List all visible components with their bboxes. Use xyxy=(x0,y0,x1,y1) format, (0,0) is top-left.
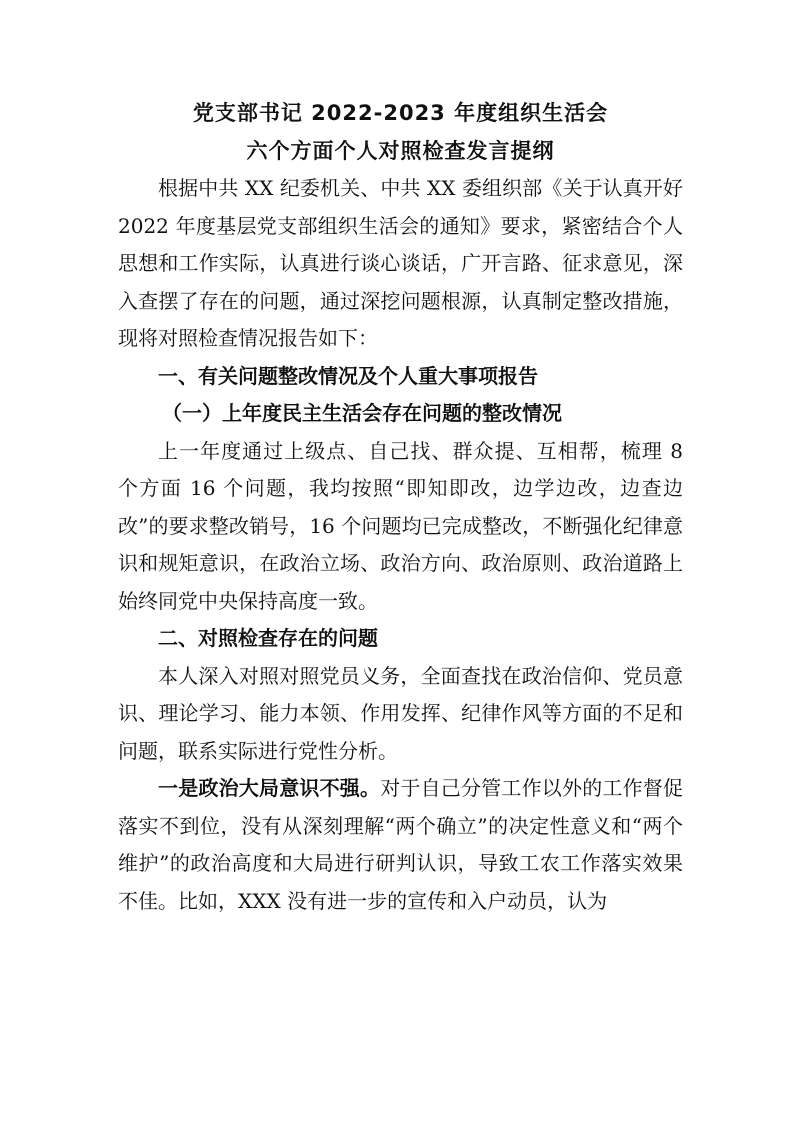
section-2-heading: 二、对照检查存在的问题 xyxy=(158,626,378,650)
document-title-line-2: 六个方面个人对照检查发言提纲 xyxy=(246,139,555,163)
item-1-lead: 一是政治大局意识不强。 xyxy=(158,776,381,800)
section-1-subheading: （一）上年度民主生活会存在问题的整改情况 xyxy=(162,401,562,425)
item-1-body: 对于自己分管工作以外的工作督促落实不到位，没有从深刻理解“两个确立”的决定性意义和“两个维护”的政治高度和大局进行研判认识，导致工农工作落实效果不佳。比如，XXX 没有进一步的宣传和入户动员，认为 xyxy=(118,776,684,913)
section-1-heading: 一、有关问题整改情况及个人重大事项报告 xyxy=(158,363,538,388)
document-body xyxy=(118,88,683,920)
section-2-paragraph: 本人深入对照对照党员义务，全面查找在政治信仰、党员意识、理论学习、能力本领、作用发挥、纪律作风等方面的不足和问题，联系实际进行党性分析。 xyxy=(118,663,683,763)
item-1-paragraph xyxy=(118,770,683,920)
document-title-line-1: 党支部书记 2022-2023 年度组织生活会 xyxy=(192,101,609,125)
section-1-paragraph: 上一年度通过上级点、自己找、群众提、互相帮，梳理 8 个方面 16 个问题，我均按照“即知即改，边学边改，边查边改”的要求整改销号，16 个问题均已完成整改，不断强化纪律意识和规矩意识，在政治立场、政治方向、政治原则、政治道路上始终同党中央保持高度一致。 xyxy=(118,438,683,613)
intro-paragraph: 根据中共 XX 纪委机关、中共 XX 委组织部《关于认真开好 2022 年度基层党支部组织生活会的通知》要求，紧密结合个人思想和工作实际，认真进行谈心谈话，广开言路、征求意见，深入查摆了存在的问题，通过深挖问题根源，认真制定整改措施，现将对照检查情况报告如下： xyxy=(118,176,683,350)
